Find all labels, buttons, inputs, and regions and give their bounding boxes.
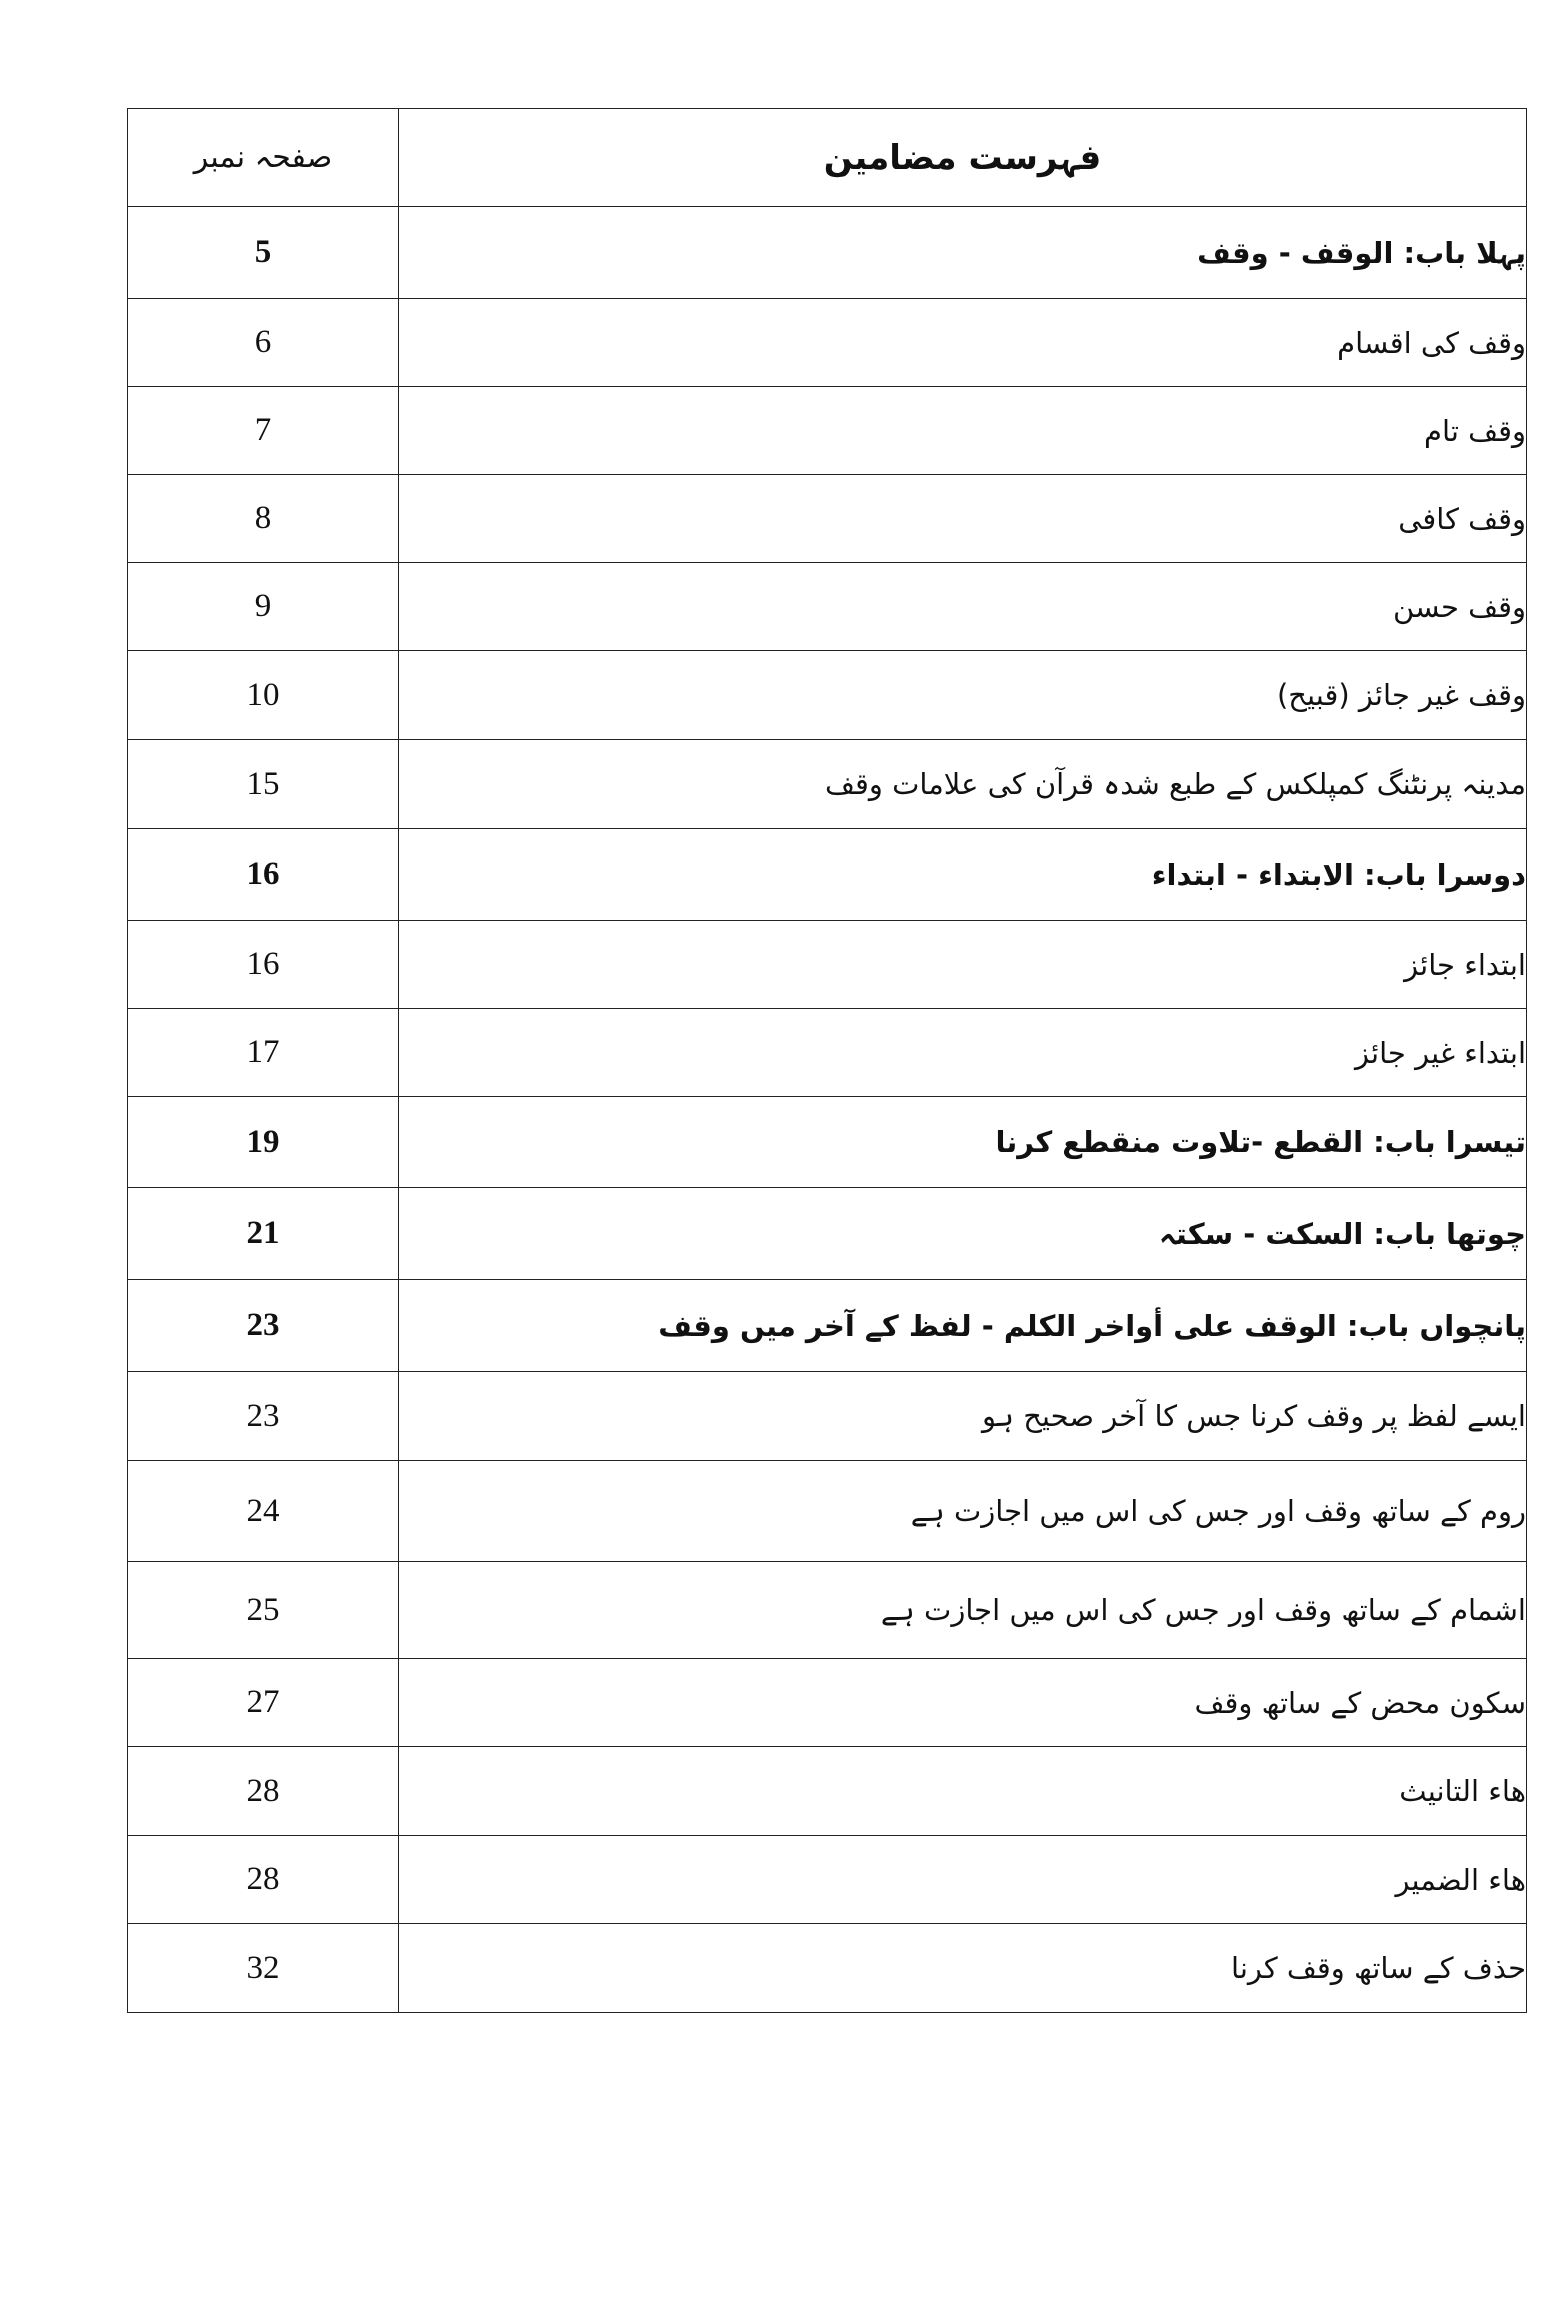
table-row: [128, 1747, 1527, 1836]
section-title-cell: هاء الضمیر: [399, 1836, 1527, 1924]
page-number-cell: 28: [128, 1836, 399, 1924]
page-number-cell: 9: [128, 563, 399, 651]
table-row: [128, 740, 1527, 829]
table-row: [128, 1461, 1527, 1562]
table-row: [128, 563, 1527, 651]
page-number-cell: 21: [128, 1188, 399, 1280]
table-row: [128, 1188, 1527, 1280]
table-of-contents: [127, 108, 1527, 2013]
page-number-cell: 27: [128, 1659, 399, 1747]
page-number-cell: 24: [128, 1461, 399, 1562]
chapter-title-cell: پانچواں باب: الوقف علی أواخر الکلم - لفظ کے آخر میں وقف: [399, 1280, 1527, 1372]
section-title-cell: وقف حسن: [399, 563, 1527, 651]
section-title-cell: ایسے لفظ پر وقف کرنا جس کا آخر صحیح ہو: [399, 1372, 1527, 1461]
page-number-cell: 17: [128, 1009, 399, 1097]
page-number-header: صفحہ نمبر: [128, 109, 399, 207]
page-number-cell: 16: [128, 921, 399, 1009]
page-number-cell: 7: [128, 387, 399, 475]
toc-header-row: [128, 109, 1527, 207]
page-number-cell: 16: [128, 829, 399, 921]
table-row: [128, 1280, 1527, 1372]
page-number-cell: 10: [128, 651, 399, 740]
section-title-cell: مدینہ پرنٹنگ کمپلکس کے طبع شدہ قرآن کی علامات وقف: [399, 740, 1527, 829]
section-title-cell: ابتداء غیر جائز: [399, 1009, 1527, 1097]
section-title-cell: سکون محض کے ساتھ وقف: [399, 1659, 1527, 1747]
page-number-cell: 23: [128, 1280, 399, 1372]
page-number-cell: 23: [128, 1372, 399, 1461]
section-title-cell: روم کے ساتھ وقف اور جس کی اس میں اجازت ہے: [399, 1461, 1527, 1562]
table-row: [128, 1372, 1527, 1461]
section-title-cell: وقف غیر جائز (قبیح): [399, 651, 1527, 740]
section-title-cell: حذف کے ساتھ وقف کرنا: [399, 1924, 1527, 2013]
chapter-title-cell: چوتھا باب: السکت - سکتہ: [399, 1188, 1527, 1280]
table-row: [128, 1562, 1527, 1659]
section-title-cell: هاء التانیث: [399, 1747, 1527, 1836]
chapter-title-cell: پہلا باب: الوقف - وقف: [399, 207, 1527, 299]
page-number-cell: 25: [128, 1562, 399, 1659]
section-title-cell: وقف کی اقسام: [399, 299, 1527, 387]
contents-header: فہرست مضامین: [399, 109, 1527, 207]
table-row: [128, 651, 1527, 740]
table-row: [128, 1009, 1527, 1097]
section-title-cell: اشمام کے ساتھ وقف اور جس کی اس میں اجازت ہے: [399, 1562, 1527, 1659]
table-row: [128, 1659, 1527, 1747]
table-row: [128, 299, 1527, 387]
page-number-cell: 32: [128, 1924, 399, 2013]
chapter-title-cell: دوسرا باب: الابتداء - ابتداء: [399, 829, 1527, 921]
table-row: [128, 1097, 1527, 1188]
table-row: [128, 387, 1527, 475]
page-number-cell: 5: [128, 207, 399, 299]
page-number-cell: 6: [128, 299, 399, 387]
section-title-cell: ابتداء جائز: [399, 921, 1527, 1009]
toc-body: [128, 207, 1527, 2013]
table-row: [128, 921, 1527, 1009]
page-number-cell: 15: [128, 740, 399, 829]
section-title-cell: وقف کافی: [399, 475, 1527, 563]
table-row: [128, 207, 1527, 299]
table-row: [128, 1836, 1527, 1924]
table-row: [128, 829, 1527, 921]
page-number-cell: 19: [128, 1097, 399, 1188]
table-row: [128, 475, 1527, 563]
page-number-cell: 28: [128, 1747, 399, 1836]
page-number-cell: 8: [128, 475, 399, 563]
chapter-title-cell: تیسرا باب: القطع -تلاوت منقطع کرنا: [399, 1097, 1527, 1188]
table-row: [128, 1924, 1527, 2013]
section-title-cell: وقف تام: [399, 387, 1527, 475]
